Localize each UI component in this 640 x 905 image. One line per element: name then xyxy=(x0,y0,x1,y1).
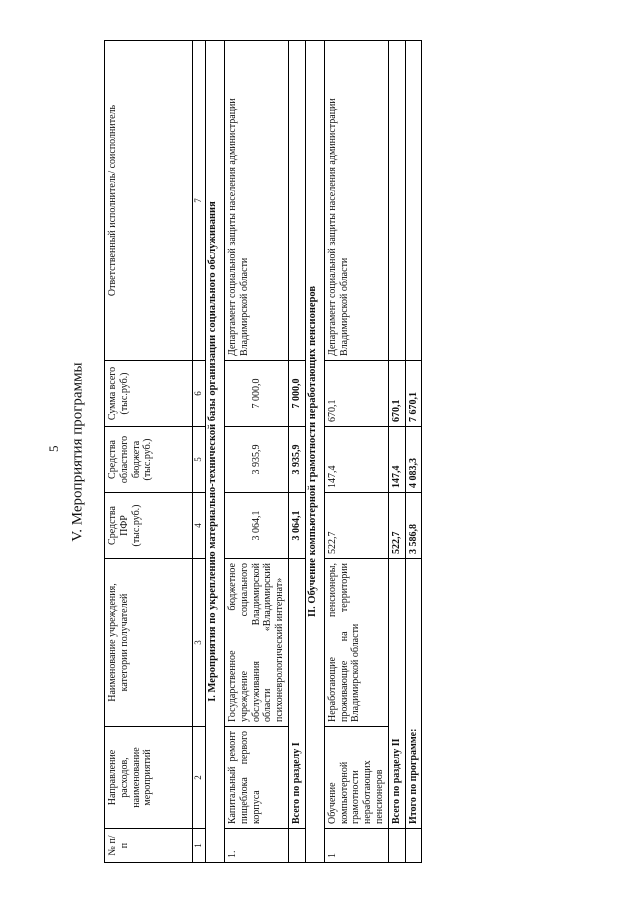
header-executor: Ответственный исполнитель/ соисполнитель xyxy=(105,41,193,361)
subtotal-pfr: 522,7 xyxy=(388,493,405,559)
program-activities-table xyxy=(104,40,422,863)
row-number: 1. xyxy=(225,829,289,863)
subtotal-total: 670,1 xyxy=(388,361,405,427)
section-title: I. Мероприятия по укреплению материально-технической базы организации социального обслуживания xyxy=(206,41,225,863)
page-title-text: V. Мероприятия программы xyxy=(69,362,86,542)
subtotal-total: 7 000,0 xyxy=(288,361,305,427)
section-title: II. Обучение компьютерной грамотности неработающих пенсионеров xyxy=(305,41,324,863)
subtotal-row xyxy=(388,41,405,863)
subtotal-regional: 147,4 xyxy=(388,427,405,493)
column-number-row xyxy=(193,41,206,863)
header-pfr: Средства ПФР (тыс.руб.) xyxy=(105,493,193,559)
row-direction: Обучение компьютерной грамотности неработающих пенсионеров xyxy=(324,727,388,829)
column-number: 3 xyxy=(193,559,206,727)
row-pfr: 522,7 xyxy=(324,493,388,559)
column-number: 2 xyxy=(193,727,206,829)
row-regional: 147,4 xyxy=(324,427,388,493)
subtotal-row xyxy=(288,41,305,863)
row-executor: Департамент социальной защиты населения администрации Владимирской области xyxy=(324,41,388,361)
table-row xyxy=(324,41,388,863)
row-executor: Департамент социальной защиты населения администрации Владимирской области xyxy=(225,41,289,361)
column-number: 7 xyxy=(193,41,206,361)
row-number: 1 xyxy=(324,829,388,863)
row-total: 7 000,0 xyxy=(225,361,289,427)
row-institution: Государственное бюджетное учреждение социального обслуживания Владимирской области «Владимирский психоневрологический интернат» xyxy=(225,559,289,727)
subtotal-label: Всего по разделу II xyxy=(388,559,405,829)
row-regional: 3 935,9 xyxy=(225,427,289,493)
row-pfr: 3 064,1 xyxy=(225,493,289,559)
grand-total-pfr: 3 586,8 xyxy=(405,493,422,559)
grand-total-regional: 4 083,3 xyxy=(405,427,422,493)
subtotal-label: Всего по разделу I xyxy=(288,559,305,829)
section-row xyxy=(206,41,225,863)
column-number: 6 xyxy=(193,361,206,427)
header-total: Сумма всего (тыс.руб.) xyxy=(105,361,193,427)
column-number: 5 xyxy=(193,427,206,493)
grand-total-label: Итого по программе: xyxy=(405,559,422,829)
row-direction: Капитальный ремонт пищеблока первого корпуса xyxy=(225,727,289,829)
table-header-row xyxy=(105,41,193,863)
header-institution: Наименование учреждения, категории получателей xyxy=(105,559,193,727)
row-total: 670,1 xyxy=(324,361,388,427)
page-number: 5 xyxy=(46,445,61,452)
section-row xyxy=(305,41,324,863)
subtotal-pfr: 3 064,1 xyxy=(288,493,305,559)
header-regional: Средства областного бюджета (тыс.руб.) xyxy=(105,427,193,493)
grand-total-total: 7 670,1 xyxy=(405,361,422,427)
row-institution: Неработающие пенсионеры, проживающие на территории Владимирской области xyxy=(324,559,388,727)
program-table-container xyxy=(104,41,420,863)
header-direction: Направление расходов, наименование мероприятий xyxy=(105,727,193,829)
column-number: 4 xyxy=(193,493,206,559)
grand-total-row xyxy=(405,41,422,863)
subtotal-regional: 3 935,9 xyxy=(288,427,305,493)
column-number: 1 xyxy=(193,829,206,863)
header-number: № п/п xyxy=(105,829,193,863)
program-table-rotated xyxy=(104,41,420,863)
table-row xyxy=(225,41,289,863)
